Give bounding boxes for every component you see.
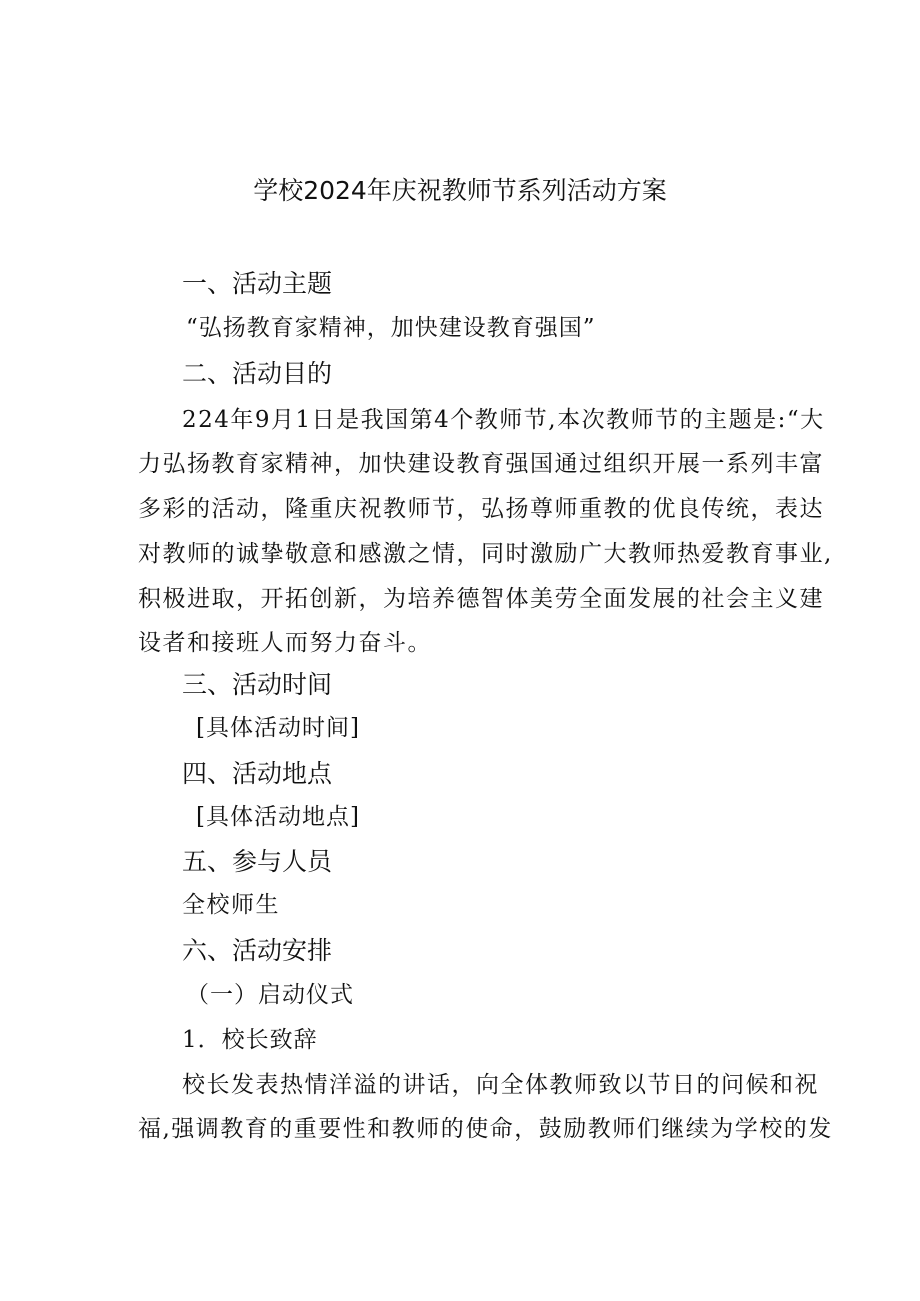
document-title: 学校2024年庆祝教师节系列活动方案 [253, 176, 667, 205]
purpose-line-4: 对教师的诚挚敬意和感激之情，同时激励广大教师热爱教育事业, [138, 541, 833, 567]
speech-line-2: 福,强调教育的重要性和教师的使命，鼓励教师们继续为学校的发 [138, 1116, 833, 1142]
participants-text: 全校师生 [182, 892, 280, 918]
purpose-line-5: 积极进取，开拓创新，为培养德智体美劳全面发展的社会主义建 [138, 586, 824, 612]
section-heading-purpose: 二、活动目的 [182, 359, 333, 388]
time-text: [具体活动时间] [196, 715, 360, 741]
purpose-line-3: 多彩的活动，隆重庆祝教师节，弘扬尊师重教的优良传统，表达 [138, 496, 824, 522]
theme-text: “弘扬教育家精神，加快建设教育强国” [186, 315, 596, 341]
section-heading-location: 四、活动地点 [182, 759, 333, 788]
section-heading-time: 三、活动时间 [182, 670, 333, 699]
section-heading-arrangement: 六、活动安排 [182, 936, 333, 965]
location-text: [具体活动地点] [196, 804, 360, 830]
item-title-principal-speech: 1．校长致辞 [182, 1027, 318, 1053]
section-heading-theme: 一、活动主题 [182, 269, 333, 298]
subheading-launch: （一）启动仪式 [186, 982, 354, 1008]
purpose-line-1: 224年9月1日是我国第4个教师节,本次教师节的主题是:“大 [182, 407, 825, 433]
purpose-line-6: 设者和接班人而努力奋斗。 [138, 630, 432, 656]
purpose-line-2: 力弘扬教育家精神，加快建设教育强国通过组织开展一系列丰富 [138, 451, 824, 477]
section-heading-participants: 五、参与人员 [182, 847, 333, 876]
speech-line-1: 校长发表热情洋溢的讲话，向全体教师致以节日的问候和祝 [182, 1072, 819, 1098]
